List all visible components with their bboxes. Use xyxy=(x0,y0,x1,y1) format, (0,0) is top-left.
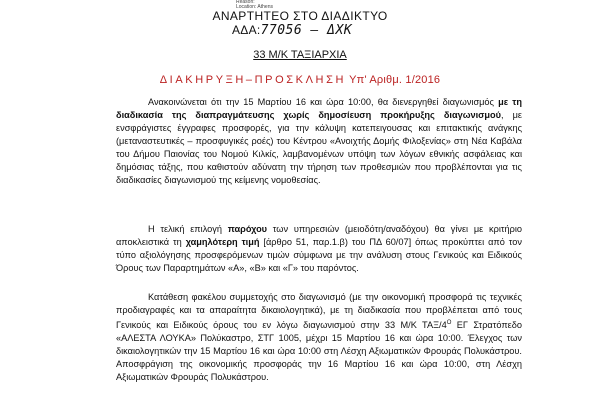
text-run: Κατάθεση φακέλου συμμετοχής στο διαγωνισμό (με την οικονομική προσφορά τις τεχνικές προδιαγραφές και τα απαραίτητα δικαιολογητικά), με τη διαδικασία που προβλέπεται από τους Γενικούς και Ειδικούς όρους του εν λόγω διαγωνισμού στην 33 Μ/Κ ΤΑΞ/4 xyxy=(116,292,522,331)
text-run: Ο xyxy=(446,320,452,326)
text-run: ΕΓ Στρατόπεδο «ΑΛΕΣΤΑ ΛΟΥΚΑ» Πολύκαστρο, ΣΤΓ 1005, μέχρι 15 Μαρτίου 16 και ώρα 10:00. Έλεγχος των δικαιολογητικών την 15 Μαρτίου 16 και ώρα 10:00 στη Λέσχη Αξιωματικών Φρουράς Πολυκάστρου. Αποσφράγιση της οικονομικής προσφοράς την 16 Μαρτίου 16 και ώρα 10:00, στη Λέσχη Αξιωματικών Φρουράς Πολυκάστρου. xyxy=(116,320,522,383)
stamp-location: Location: Athens xyxy=(236,4,273,10)
text-run: με τη διαδικασία της διαπραγμάτευσης χωρίς δημοσίευση προκήρυξης διαγωνισμού xyxy=(116,97,522,120)
text-run: , με ενσφράγιστες έγγραφες προσφορές, για την κάλυψη κατεπειγουσας και επιτακτικής ανάγκης (μεταναστευτικές – προσφυγικές ροές) του Κέντρου «Ανοιχτής Δομής Φιλοξενίας» στη Νέα Καβάλα του Δήμου Παιονίας του Νομού Κιλκίς, λαμβανομένων υπόψη των λόγων εθνικής ασφάλειας και δημόσιας τάξης, που καθιστούν αδύνατη την τήρηση των προθεσμιών που προβλέπονται για τις διαδικασίες διαγωνισμού της κείμενης νομοθεσίας. xyxy=(116,110,522,185)
title-number: Υπ' Αριθμ. 1/2016 xyxy=(349,74,441,86)
issuing-unit: 33 Μ/Κ ΤΑΞΙΑΡΧΙΑ xyxy=(253,49,347,61)
ada-line xyxy=(232,23,352,38)
stamp-reason: Reason: xyxy=(236,0,255,5)
ada-label: ΑΔΑ: xyxy=(232,23,261,37)
text-run: παρόχου xyxy=(227,224,268,234)
text-run: των υπηρεσιών (μειοδότη/αναδόχου) θα γίνει με κριτήριο αποκλειστικά τη xyxy=(116,224,522,247)
title-text: ΔΙΑΚΗΡΥΞΗ–ΠΡΟΣΚΛΗΣΗ xyxy=(159,74,347,86)
document-title xyxy=(0,74,600,86)
text-run: Η τελική επιλογή xyxy=(148,224,228,234)
paragraph-selection-criteria xyxy=(116,223,522,275)
posted-online-notice: ΑΝΑΡΤΗΤΕΟ ΣΤΟ ΔΙΑΔΙΚΤΥΟ xyxy=(212,9,388,23)
paragraph-announcement xyxy=(116,96,522,187)
text-run: Ανακοινώνεται ότι την 15 Μαρτίου 16 και ώρα 10:00, θα διενεργηθεί διαγωνισμός xyxy=(148,97,499,107)
ada-handwritten-number: 77056 – ΔΧΚ xyxy=(260,23,353,38)
paragraph-submission xyxy=(116,291,522,384)
text-run: χαμηλότερη τιμή xyxy=(185,237,260,247)
text-run: [άρθρο 51, παρ.1.β) του ΠΔ 60/07] όπως προκύπτει από τον τύπο αξιολόγησης προσφερόμενων τιμών σύμφωνα με την ανάλυση στους Γενικούς και Ειδικούς Όρους των Παραρτημάτων «Α», «Β» και «Γ» του παρόντος. xyxy=(116,237,523,273)
